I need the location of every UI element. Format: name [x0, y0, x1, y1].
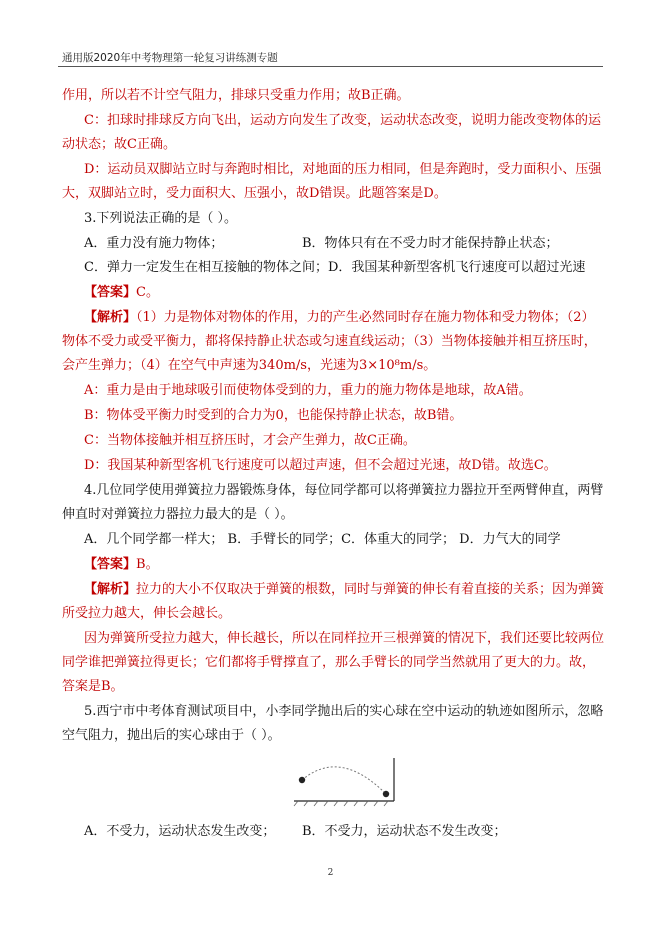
- explanation-3-c: C：当物体接触并相互挤压时，才会产生弹力，故C正确。: [84, 433, 416, 448]
- paragraph-q2-b: 作用，所以若不计空气阻力，排球只受重力作用；故B正确。: [62, 88, 410, 103]
- question-5: 5.西宁市中考体育测试项目中，小李同学抛出后的实心球在空中运动的轨迹如图所示，忽略空气阻力，抛出后的实心球由于（ ）。: [62, 704, 604, 743]
- ball-trajectory-diagram: [290, 754, 400, 812]
- ground-hatch: [294, 801, 388, 806]
- option-a: A．不受力，运动状态发生改变；: [84, 824, 276, 839]
- paragraph-q2-c: C：扣球时排球反方向飞出，运动方向发生了改变，运动状态改变，说明力能改变物体的运动状态；故C正确。: [62, 113, 601, 152]
- answer-4-value: B。: [136, 557, 159, 572]
- document-body: [62, 84, 606, 844]
- page-header: 通用版2020年中考物理第一轮复习讲练测专题: [62, 52, 278, 64]
- explanation-4-detail: 因为弹簧所受拉力越大，伸长越长，所以在同样拉开三根弹簧的情况下，我们还要比较两位同学谁把弹簧拉得更长；它们都将手臂撑直了，那么手臂长的同学当然就用了更大的力。故，答案是B。: [62, 631, 605, 694]
- question-3-options-cd: C．弹力一定发生在相互接触的物体之间；D．我国某种新型客机飞行速度可以超过光速: [84, 260, 586, 275]
- explanation-3: [62, 306, 606, 378]
- explanation-4-text: 拉力的大小不仅取决于弹簧的根数，同时与弹簧的伸长有着直接的关系；因为弹簧所受拉力越大，伸长会越长。: [62, 582, 605, 621]
- page-number: 2: [327, 868, 334, 878]
- answer-3: [62, 281, 606, 305]
- option-a: A．重力没有施力物体；: [84, 236, 224, 251]
- explanation-3-a: A：重力是由于地球吸引而使物体受到的力，重力的施力物体是地球，故A错。: [84, 383, 532, 398]
- question-5-options-ab: [62, 820, 606, 844]
- explanation-3-text: （1）力是物体对物体的作用，力的产生必然同时存在施力物体和受力物体；（2）物体不受力或受平衡力，都将保持静止状态或匀速直线运动；（3）当物体接触并相互挤压时，会产生弹力；（4）在空气中声速为340m/s，光速为3×10⁸m/s。: [62, 310, 597, 373]
- answer-4: [62, 553, 606, 577]
- ball-end: [383, 791, 389, 797]
- explanation-3-b: B：物体受平衡力时受到的合力为0，也能保持静止状态，故B错。: [84, 408, 463, 423]
- question-4-options: A．几个同学都一样大； B．手臂长的同学；C．体重大的同学； D．力气大的同学: [84, 532, 561, 547]
- explanation-tag: 【解析】: [84, 310, 137, 325]
- trajectory-path: [302, 767, 386, 794]
- paragraph-q2-d: D：运动员双脚站立时与奔跑时相比，对地面的压力相同，但是奔跑时，受力面积小、压强大，双脚站立时，受力面积大、压强小，故D错误。此题答案是D。: [62, 162, 602, 201]
- header-rule: [58, 66, 603, 67]
- question-4: 4.几位同学使用弹簧拉力器锻炼身体，每位同学都可以将弹簧拉力器拉开至两臂伸直，两臂伸直时对弹簧拉力器拉力最大的是（ ）。: [62, 483, 604, 522]
- explanation-4: [62, 578, 606, 626]
- answer-tag: 【答案】: [84, 557, 137, 572]
- ball-start: [299, 777, 305, 783]
- answer-3-value: C。: [136, 285, 159, 300]
- trajectory-figure: [290, 754, 400, 812]
- explanation-tag: 【解析】: [84, 582, 137, 597]
- question-3: 3.下列说法正确的是（ ）。: [84, 211, 238, 226]
- explanation-3-d: D：我国某种新型客机飞行速度可以超过声速，但不会超过光速，故D错。故选C。: [84, 458, 557, 473]
- option-b: B．不受力，运动状态不发生改变；: [302, 824, 507, 839]
- question-3-options-ab: [62, 232, 606, 256]
- answer-tag: 【答案】: [84, 285, 137, 300]
- option-b: B．物体只有在不受力时才能保持静止状态；: [302, 236, 559, 251]
